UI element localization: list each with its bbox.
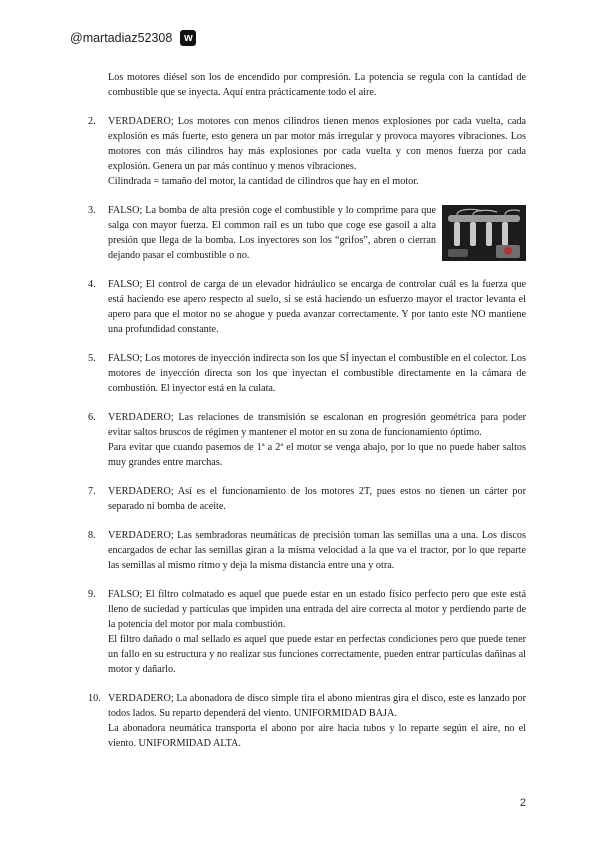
item-paragraph: VERDADERO; Los motores con menos cilindros tienen menos explosiones por cada vuelta, cada explosión es más fuerte, esto genera un par motor más irregular y provoca mayores vibraciones. Los motores con más cilindros hay más explosiones por cada vuelta y con menos fuerza por cada explosión. Genera un par más continuo y menos vibraciones.: [108, 116, 526, 172]
answer-item-7: [88, 484, 526, 514]
answer-item-10: [88, 691, 526, 751]
item-number: 3.: [88, 205, 96, 216]
page-number: 2: [519, 797, 526, 809]
item-number: 7.: [88, 486, 96, 497]
answer-item-9: [88, 587, 526, 677]
item-paragraph: FALSO; El filtro colmatado es aquel que puede estar en un estado físico perfecto pero que este está lleno de suciedad y partículas que impiden una entrada del aire correcta al motor y perdiendo parte de la potencia del motor por mala combustión.: [108, 589, 526, 630]
item-number: 10.: [88, 693, 101, 704]
item-paragraph: VERDADERO; Las relaciones de transmisión se escalonan en progresión geométrica para poder evitar saltos bruscos de régimen y mantener el motor en su zona de funcionamiento óptimo.: [108, 412, 526, 438]
answer-item-2: [88, 114, 526, 189]
item-paragraph: FALSO; El control de carga de un elevador hidráulico se encarga de controlar cuál es la fuerza que está haciendo ese apero respecto al suelo, si se está haciendo un esfuerzo mayor el tractor levanta el apero para que el motor no se ahogue y pueda avanzar correctamente. Y por tanto este NO mantiene una profundidad constante.: [108, 279, 526, 335]
answer-item-3: [88, 203, 526, 263]
document-header: [70, 30, 196, 46]
common-rail-injector-image: [442, 205, 526, 261]
intro-paragraph: Los motores diésel son los de encendido por compresión. La potencia se regula con la cantidad de combustible que se inyecta. Aquí entra prácticamente todo el aire.: [108, 72, 526, 98]
author-handle: @martadiaz52308: [70, 31, 173, 45]
answer-item-4: [88, 277, 526, 337]
answer-item-5: [88, 351, 526, 396]
item-number: 5.: [88, 353, 96, 364]
item-paragraph: El filtro dañado o mal sellado es aquel que puede estar en perfectas condiciones pero que puede tener un fallo en su estructura y no realizar sus funciones correctamente, pueden entrar partículas dañinas al motor y dañarlo.: [108, 634, 526, 675]
item-number: 6.: [88, 412, 96, 423]
item-paragraph: La abonadora neumática transporta el abono por aire hacia tubos y lo reparte según el aire, no el viento. UNIFORMIDAD ALTA.: [108, 723, 526, 749]
item-number: 8.: [88, 530, 96, 541]
answer-item-6: [88, 410, 526, 470]
item-paragraph: FALSO; La bomba de alta presión coge el combustible y lo comprime para que salga con mayor fuerza. El common rail es un tubo que coge ese gasoil a alta presión que llega de la bomba. Los inyectores son los “grifos”, abren o cierran dejando pasar el combustible o no.: [108, 205, 436, 261]
answer-item-8: [88, 528, 526, 573]
item-paragraph: FALSO; Los motores de inyección indirecta son los que SÍ inyectan el combustible en el colector. Los motores de inyección directa son los que inyectan el combustible directamente en la cámara de combustión. El inyector está en la culata.: [108, 353, 526, 394]
item-paragraph: VERDADERO; Así es el funcionamiento de los motores 2T, pues estos no tienen un cárter por separado ni bomba de aceite.: [108, 486, 526, 512]
item-number: 2.: [88, 116, 96, 127]
item-paragraph: VERDADERO; Las sembradoras neumáticas de precisión toman las semillas una a una. Los discos encargados de echar las semillas giran a la misma velocidad a la que va el tractor, por lo que reparte las semillas al mismo ritmo y deja la misma distancia entre una y otra.: [108, 530, 526, 571]
item-paragraph: VERDADERO; La abonadora de disco simple tira el abono mientras gira el disco, este es lanzado por todos lados. Su reparto dependerá del viento. UNIFORMIDAD BAJA.: [108, 693, 526, 719]
item-number: 4.: [88, 279, 96, 290]
item-paragraph: Cilindrada = tamaño del motor, la cantidad de cilindros que hay en el motor.: [108, 176, 419, 187]
item-paragraph: Para evitar que cuando pasemos de 1ª a 2ª el motor se venga abajo, por lo que no puede haber saltos muy grandes entre marchas.: [108, 442, 526, 468]
item-number: 9.: [88, 589, 96, 600]
document-body: [88, 70, 526, 751]
wuolah-logo-icon: w: [180, 30, 196, 46]
